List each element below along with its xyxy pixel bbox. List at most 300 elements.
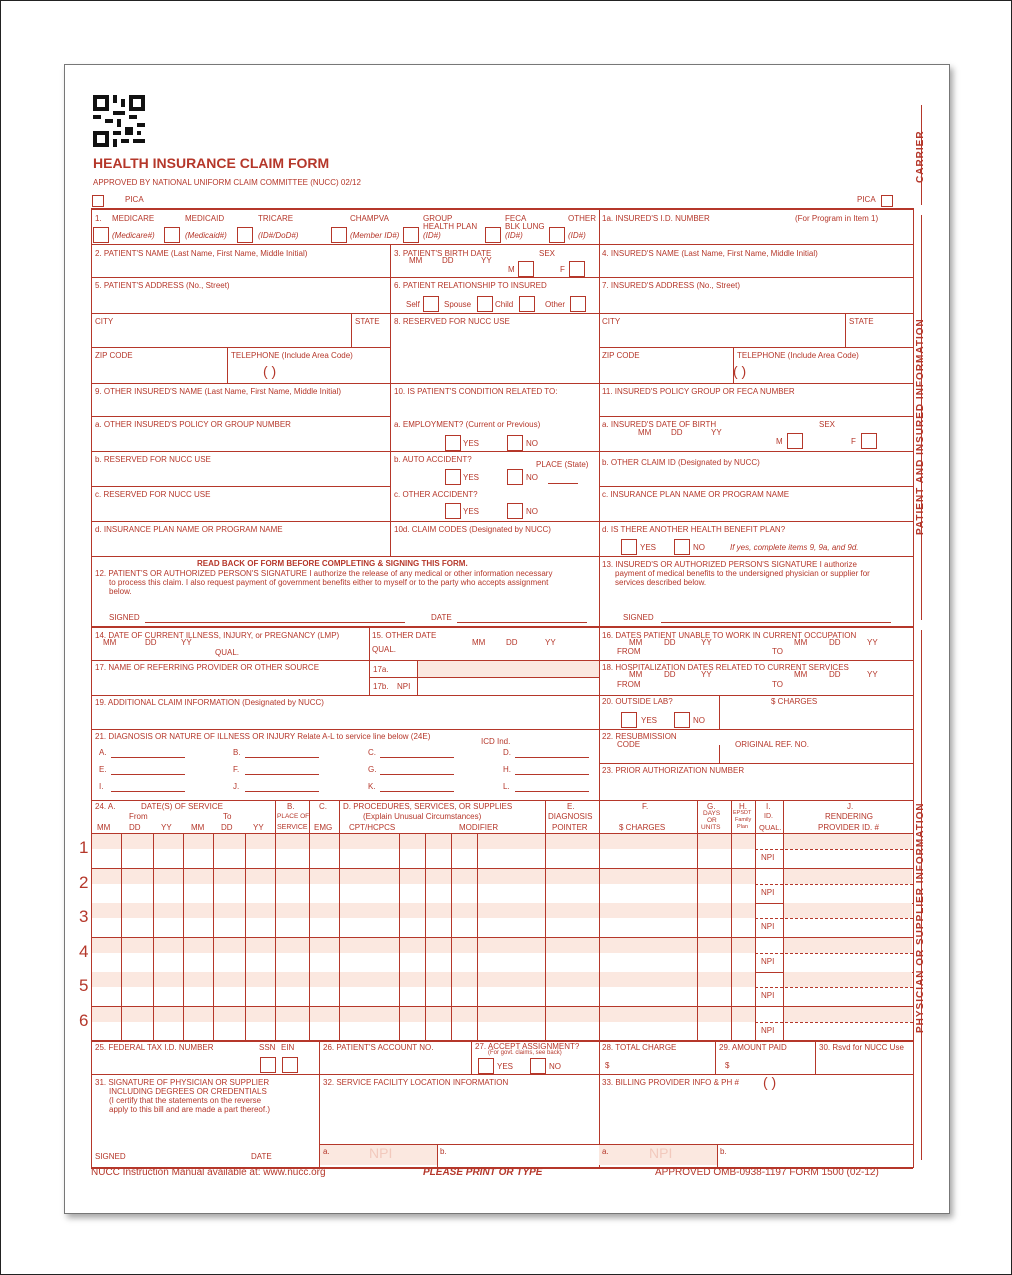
item24-g: G. [707,802,716,811]
accept-yes-checkbox[interactable] [478,1058,494,1074]
field18-mm: MM [629,670,643,679]
field13-label: 13. INSURED'S OR AUTHORIZED PERSON'S SIGNATURE I authorize [602,560,857,569]
rule [91,1074,913,1075]
field10-label: 10. IS PATIENT'S CONDITION RELATED TO: [394,387,558,396]
rel-spouse-checkbox[interactable] [477,296,493,312]
service-line-cell[interactable] [183,833,184,868]
item24-e: E. [567,802,575,811]
service-line-cell[interactable] [399,833,400,868]
service-line-cell[interactable] [339,902,340,937]
item24-mm2: MM [191,823,205,832]
field11d-label: d. IS THERE ANOTHER HEALTH BENEFIT PLAN? [602,525,786,534]
medicare-checkbox[interactable] [93,227,109,243]
service-line-cell[interactable] [275,902,276,937]
divider-right [599,208,600,626]
field16-label: 16. DATES PATIENT UNABLE TO WORK IN CURRENT OCCUPATION [602,631,857,640]
diagnosis-input-e[interactable] [111,774,185,775]
employment-no-checkbox[interactable] [507,435,523,451]
item1-champva: CHAMPVA [350,214,389,223]
service-line-cell[interactable] [153,833,154,868]
diagnosis-label-b: B. [233,748,241,757]
rel-other-checkbox[interactable] [570,296,586,312]
field16-mm: MM [629,638,643,647]
service-line-shade [92,869,755,884]
service-line-cell[interactable] [399,1006,400,1041]
item24-provider: PROVIDER ID. # [818,823,879,832]
field14-mm: MM [103,638,117,647]
rel-child-checkbox[interactable] [519,296,535,312]
item24-explain: (Explain Unusual Circumstances) [363,812,482,821]
item1-feca: FECA [505,214,527,223]
patient-male-checkbox[interactable] [518,261,534,277]
service-line-cell[interactable] [545,868,546,903]
item24-yy2: YY [253,823,264,832]
rule [91,695,913,696]
field15-qual: QUAL. [372,645,397,654]
service-line-cell[interactable] [425,868,426,903]
service-line-cell[interactable] [339,1006,340,1041]
service-line-cell[interactable] [153,1006,154,1041]
service-line-cell[interactable] [245,971,246,1006]
medicaid-checkbox[interactable] [164,227,180,243]
service-line-cell[interactable] [755,902,756,937]
service-line-cell[interactable] [755,868,756,903]
service-line-cell[interactable] [731,971,732,1006]
service-line-cell[interactable] [121,868,122,903]
field18-to-yy: YY [867,670,878,679]
service-line-npi: NPI [761,991,775,1000]
service-line-cell[interactable] [425,971,426,1006]
employment-yes-checkbox[interactable] [445,435,461,451]
field33-label: 33. BILLING PROVIDER INFO & PH # [602,1078,739,1087]
footer-nucc: NUCC Instruction Manual available at: www.nucc.org [91,1167,326,1178]
service-line-cell[interactable] [477,971,478,1006]
field18-label: 18. HOSPITALIZATION DATES RELATED TO CURRENT SERVICES [602,663,849,672]
service-line-cell[interactable] [121,971,122,1006]
field29-label: 29. AMOUNT PAID [719,1043,787,1052]
service-line-cell[interactable] [213,868,214,903]
service-line-cell[interactable] [783,833,784,868]
service-line-cell[interactable] [755,1006,756,1041]
service-line-cell[interactable] [599,833,600,868]
diagnosis-input-l[interactable] [515,791,589,792]
pica-box-left[interactable] [92,195,104,207]
field12-text2: to process this claim. I also request payment of government benefits either to myself or to the party who accepts assignment [109,578,549,587]
service-line-cell[interactable] [245,868,246,903]
service-line-cell[interactable] [153,937,154,972]
field14-label: 14. DATE OF CURRENT ILLNESS, INJURY, or PREGNANCY (LMP) [95,631,340,640]
rel-spouse: Spouse [444,300,472,309]
item24-d: D. PROCEDURES, SERVICES, OR SUPPLIES [343,802,513,811]
rule [91,451,913,452]
service-line-cell[interactable] [153,902,154,937]
field3-sex: SEX [539,249,556,258]
item24-qual: QUAL. [759,823,782,832]
diagnosis-label-h: H. [503,765,511,774]
service-line-cell[interactable] [731,1006,732,1041]
rule [417,661,418,695]
service-line-cell[interactable] [451,971,452,1006]
service-line-cell[interactable] [545,1006,546,1041]
service-line-cell[interactable] [339,937,340,972]
item1-tricare: TRICARE [258,214,294,223]
outside-lab-yes-checkbox[interactable] [621,712,637,728]
service-line-cell[interactable] [339,971,340,1006]
item24-c: C. [319,802,327,811]
service-line-cell[interactable] [245,902,246,937]
service-line-cell[interactable] [697,971,698,1006]
patient-female-checkbox[interactable] [569,261,585,277]
service-line-cell[interactable] [399,971,400,1006]
insured-id-label: 1a. INSURED'S I.D. NUMBER [602,214,710,223]
physician-side-label: PHYSICIAN OR SUPPLIER INFORMATION [915,802,926,1033]
service-line-cell[interactable] [545,902,546,937]
champva-checkbox[interactable] [331,227,347,243]
service-line-cell[interactable] [213,971,214,1006]
diagnosis-input-i[interactable] [111,791,185,792]
feca-checkbox[interactable] [485,227,501,243]
service-line-cell[interactable] [599,971,600,1006]
rule [91,626,913,628]
auto-no-checkbox[interactable] [507,469,523,485]
field17b-npi: NPI [397,682,411,691]
field26-label: 26. PATIENT'S ACCOUNT NO. [323,1043,434,1052]
service-line-cell[interactable] [731,868,732,903]
service-line-cell[interactable] [213,1006,214,1041]
patient-signature-date-line[interactable] [457,622,587,623]
service-line-cell[interactable] [697,833,698,868]
another-plan-no: NO [693,543,705,552]
field22-orig: ORIGINAL REF. NO. [735,740,809,749]
zip-label: ZIP CODE [95,351,133,360]
other-accident-no-checkbox[interactable] [507,503,523,519]
field20-label: 20. OUTSIDE LAB? [602,697,673,706]
rel-self: Self [406,300,420,309]
rule [717,1144,718,1167]
item24-modifier: MODIFIER [459,823,499,832]
field15-label: 15. OTHER DATE [372,631,437,640]
other-accident-no: NO [526,507,538,516]
pica-box-right[interactable] [881,195,893,207]
rule [91,347,390,348]
service-line-cell[interactable] [183,971,184,1006]
field22-code: CODE [617,740,641,749]
service-line-cell[interactable] [121,1006,122,1041]
diagnosis-input-b[interactable] [245,757,319,758]
item24-epsdt: EPSDT [733,810,752,816]
field12-label: 12. PATIENT'S OR AUTHORIZED PERSON'S SIGNATURE I authorize the release of any medical or other information necessary [95,569,553,578]
service-line-cell[interactable] [731,902,732,937]
diagnosis-label-a: A. [99,748,107,757]
right-edge [913,208,914,1168]
rule [369,626,370,660]
diagnosis-input-c[interactable] [380,757,454,758]
tel-parens: ( ) [263,363,277,379]
field3-f: F [560,265,565,274]
rel-child: Child [495,300,514,309]
rule [845,313,846,347]
service-line-cell[interactable] [477,902,478,937]
field32a-label: a. [323,1147,330,1156]
service-line-cell[interactable] [425,937,426,972]
service-line-cell[interactable] [599,937,600,972]
insured-signature-line[interactable] [661,622,891,623]
diagnosis-input-j[interactable] [245,791,319,792]
service-line-shade [92,1007,755,1022]
auto-yes-checkbox[interactable] [445,469,461,485]
service-line-cell[interactable] [153,971,154,1006]
service-line-cell[interactable] [213,833,214,868]
insured-male-checkbox[interactable] [787,433,803,449]
group-checkbox[interactable] [403,227,419,243]
approved-line: APPROVED BY NATIONAL UNIFORM CLAIM COMMITTEE (NUCC) 02/12 [93,178,361,187]
other-accident-yes: YES [463,507,480,516]
field16-dd: DD [664,638,676,647]
service-line-cell[interactable] [275,937,276,972]
service-line-cell[interactable] [731,833,732,868]
service-line-cell[interactable] [545,971,546,1006]
tricare-id: (ID#/DoD#) [258,231,299,240]
field33a-label: a. [602,1147,609,1156]
field11a-mm: MM [638,428,652,437]
another-plan-no-checkbox[interactable] [674,539,690,555]
form-title: HEALTH INSURANCE CLAIM FORM [93,155,330,171]
service-line-cell[interactable] [697,937,698,972]
field17a-shade [417,661,599,677]
service-line-cell[interactable] [783,868,784,903]
service-line-cell[interactable] [783,971,784,1006]
service-line-cell[interactable] [451,833,452,868]
service-line-cell[interactable] [183,1006,184,1041]
service-line-cell[interactable] [275,868,276,903]
service-line-cell[interactable] [425,902,426,937]
service-line-cell[interactable] [339,833,340,868]
ein-checkbox[interactable] [282,1057,298,1073]
field27-label: 27. ACCEPT ASSIGNMENT? [475,1042,580,1051]
field9a-label: a. OTHER INSURED'S POLICY OR GROUP NUMBER [95,420,291,429]
rule [599,763,913,764]
item24-dd2: DD [221,823,233,832]
medicare-id: (Medicare#) [112,231,155,240]
service-line-cell[interactable] [425,1006,426,1041]
rule [91,486,390,487]
service-line-number: 4 [79,942,89,961]
service-line-cell[interactable] [697,902,698,937]
service-line-cell[interactable] [309,833,310,868]
service-line-cell[interactable] [399,902,400,937]
service-line-cell[interactable] [275,1006,276,1041]
rule [369,677,599,678]
field10c-label: c. OTHER ACCIDENT? [394,490,478,499]
field9d-label: d. INSURANCE PLAN NAME OR PROGRAM NAME [95,525,283,534]
field16-to-mm: MM [794,638,808,647]
service-line-cell[interactable] [339,868,340,903]
service-line-cell[interactable] [697,1006,698,1041]
service-line-npi: NPI [761,853,775,862]
field7-label: 7. INSURED'S ADDRESS (No., Street) [602,281,741,290]
service-line-npi: NPI [761,888,775,897]
service-line-cell[interactable] [245,1006,246,1041]
claim-form [64,64,950,1214]
diagnosis-label-l: L. [503,782,510,791]
rule [227,347,228,383]
field13-signed: SIGNED [623,613,654,622]
field33-phone: ( ) [763,1074,777,1090]
field4-label: 4. INSURED'S NAME (Last Name, First Name, Middle Initial) [602,249,818,258]
pica-right: PICA [857,195,876,204]
insured-state-label: STATE [849,317,874,326]
item1-group2: HEALTH PLAN [423,222,478,231]
service-line-cell[interactable] [545,937,546,972]
field32-label: 32. SERVICE FACILITY LOCATION INFORMATION [323,1078,509,1087]
tricare-checkbox[interactable] [237,227,253,243]
service-line-cell[interactable] [183,937,184,972]
diagnosis-label-d: D. [503,748,511,757]
field31-text3: (I certify that the statements on the reverse [109,1096,262,1105]
field31-text4: apply to this bill and are made a part thereof.) [109,1105,270,1114]
field2-label: 2. PATIENT'S NAME (Last Name, First Name, Middle Initial) [95,249,308,258]
item1-feca2: BLK LUNG [505,222,545,231]
service-line-cell[interactable] [213,937,214,972]
rule [599,486,913,487]
other-accident-yes-checkbox[interactable] [445,503,461,519]
service-line-cell[interactable] [477,1006,478,1041]
service-line-cell[interactable] [599,868,600,903]
item24-j: J. [847,802,854,811]
field10d-label: 10d. CLAIM CODES (Designated by NUCC) [394,525,551,534]
service-line-cell[interactable] [783,937,784,972]
other-id: (ID#) [568,231,586,240]
field18-to-dd: DD [829,670,841,679]
service-line-cell[interactable] [477,868,478,903]
diagnosis-input-k[interactable] [380,791,454,792]
service-line-cell[interactable] [755,937,756,972]
service-line-cell[interactable] [451,937,452,972]
service-line-cell[interactable] [309,971,310,1006]
field25-ssn: SSN [259,1043,276,1052]
field18-dd: DD [664,670,676,679]
service-line-cell[interactable] [309,1006,310,1041]
field3-label: 3. PATIENT'S BIRTH DATE [394,249,492,258]
service-line-cell[interactable] [121,937,122,972]
service-line-cell[interactable] [309,868,310,903]
accept-yes: YES [497,1062,514,1071]
service-line-number: 3 [79,907,89,926]
place-state-input[interactable] [548,483,578,484]
service-line-shade-provider [784,834,912,849]
item24-i: I. [766,802,771,811]
service-line-cell[interactable] [451,902,452,937]
diagnosis-input-h[interactable] [515,774,589,775]
service-line-cell[interactable] [451,1006,452,1041]
service-line-cell[interactable] [755,833,756,868]
service-line-cell[interactable] [213,902,214,937]
service-line-cell[interactable] [275,971,276,1006]
service-line-cell[interactable] [309,902,310,937]
service-line-shade-provider [784,869,912,884]
field3-dd: DD [442,256,454,265]
service-line-cell[interactable] [599,902,600,937]
service-line-cell[interactable] [599,1006,600,1041]
field22-label: 22. RESUBMISSION [602,732,677,741]
field15-dd: DD [506,638,518,647]
service-line-cell[interactable] [477,833,478,868]
service-line-cell[interactable] [425,833,426,868]
service-line-cell[interactable] [245,937,246,972]
service-line-cell[interactable] [121,833,122,868]
accept-no-checkbox[interactable] [530,1058,546,1074]
diagnosis-label-e: E. [99,765,107,774]
field30-label: 30. Rsvd for NUCC Use [819,1043,904,1052]
patient-signature-line[interactable] [145,622,405,623]
diagnosis-input-d[interactable] [515,757,589,758]
rule [731,800,732,833]
rel-self-checkbox[interactable] [423,296,439,312]
service-line-cell[interactable] [183,902,184,937]
service-line-split [755,1022,913,1023]
service-line-cell[interactable] [245,833,246,868]
diagnosis-input-a[interactable] [111,757,185,758]
service-line-cell[interactable] [399,937,400,972]
service-line-cell[interactable] [477,937,478,972]
service-line-cell[interactable] [121,902,122,937]
service-line-cell[interactable] [309,937,310,972]
service-line-cell[interactable] [783,1006,784,1041]
field12-date: DATE [431,613,452,622]
field32a-npi: NPI [369,1145,393,1161]
field25-ein: EIN [281,1043,295,1052]
item24-or: OR [707,817,717,824]
ssn-checkbox[interactable] [260,1057,276,1073]
other-checkbox[interactable] [549,227,565,243]
item24-family: Family [735,817,752,823]
service-line-cell[interactable] [731,937,732,972]
diagnosis-label-c: C. [368,748,376,757]
field9b-label: b. RESERVED FOR NUCC USE [95,455,211,464]
auto-no: NO [526,473,538,482]
outside-lab-no-checkbox[interactable] [674,712,690,728]
item24-b: B. [287,802,295,811]
service-line-cell[interactable] [399,868,400,903]
rule [599,626,600,800]
state-label: STATE [355,317,380,326]
service-line-cell[interactable] [275,833,276,868]
service-line-cell[interactable] [451,868,452,903]
top-rule [91,208,913,210]
diagnosis-input-f[interactable] [245,774,319,775]
insured-tel-label: TELEPHONE (Include Area Code) [737,351,859,360]
item24-to: To [223,812,232,821]
field17-label: 17. NAME OF REFERRING PROVIDER OR OTHER SOURCE [95,663,320,672]
field14-dd: DD [145,638,157,647]
service-line-cell[interactable] [697,868,698,903]
service-line-cell[interactable] [153,868,154,903]
service-line-npi: NPI [761,922,775,931]
field3-m: M [508,265,515,274]
service-line-cell[interactable] [183,868,184,903]
rule [91,729,913,730]
rule [91,277,913,278]
service-line-cell[interactable] [755,971,756,1006]
field23-label: 23. PRIOR AUTHORIZATION NUMBER [602,766,745,775]
diagnosis-input-g[interactable] [380,774,454,775]
service-line-cell[interactable] [783,902,784,937]
item1-medicare: MEDICARE [112,214,155,223]
rule [545,800,546,833]
service-line-cell[interactable] [545,833,546,868]
insured-female-checkbox[interactable] [861,433,877,449]
another-plan-yes-checkbox[interactable] [621,539,637,555]
